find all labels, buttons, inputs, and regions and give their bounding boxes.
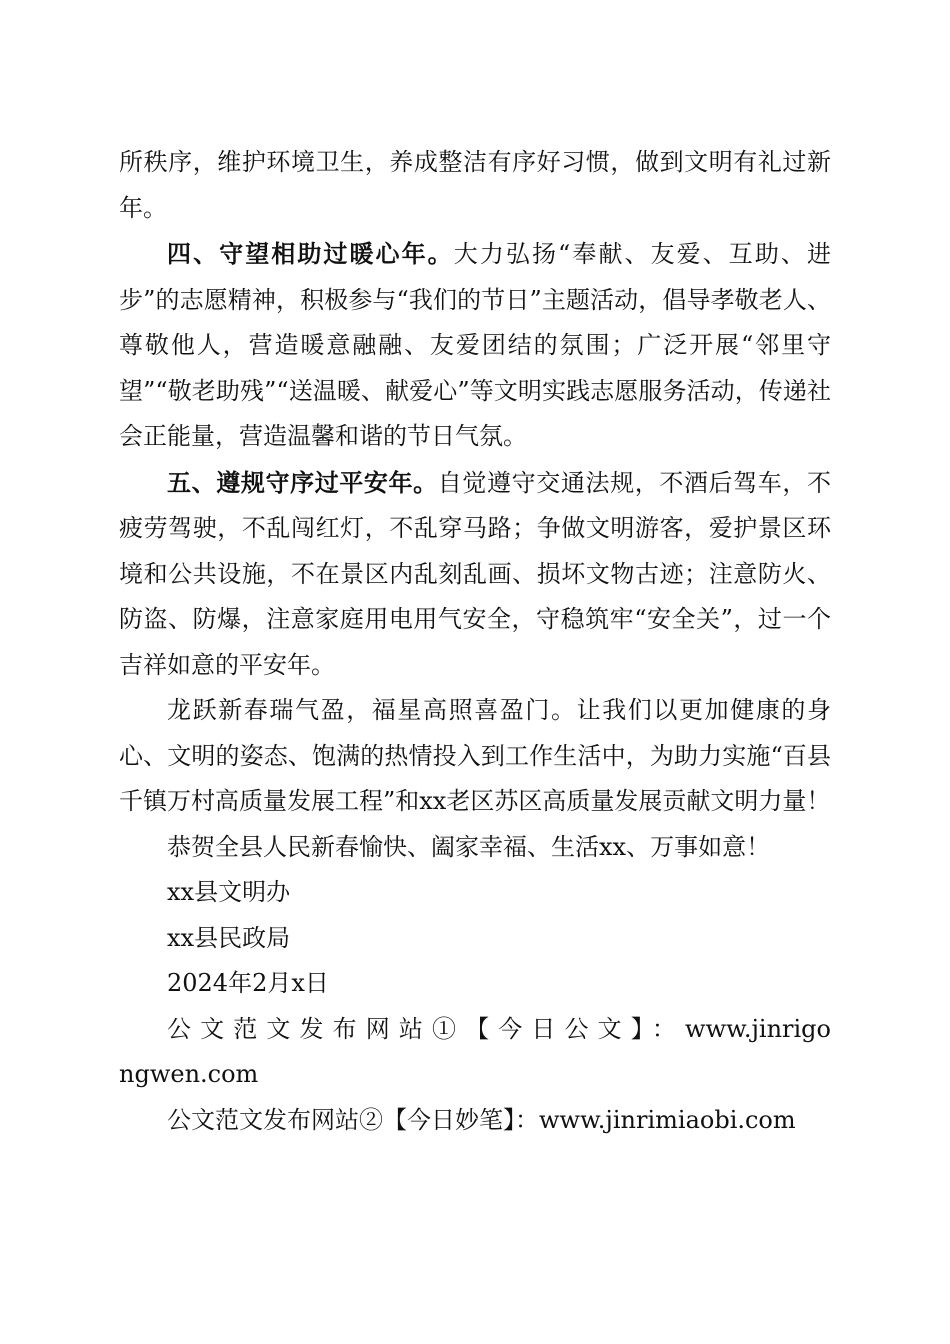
section-5-heading: 五、遵规守序过平安年。 — [167, 467, 438, 497]
greeting-line: 恭贺全县人民新春愉快、阖家幸福、生活xx、万事如意！ — [167, 832, 771, 861]
footer-website-2-label: 公文范文发布网站②【今日妙笔】： — [167, 1105, 539, 1134]
section-5-body: 自觉遵守交通法规，不酒后驾车，不疲劳驾驶，不乱闯红灯，不乱穿马路；争做文明游客，爱护景区环境和公共设施，不在景区内乱刻乱画、损坏文物古迹；注意防火、防盗、防爆，注意家庭用电用气安全，守稳筑牢“安全关”，过一个吉祥如意的平安年。 — [119, 468, 832, 679]
paragraph-continuation: 所秩序，维护环境卫生，养成整洁有序好习惯，做到文明有礼过新年。 — [119, 148, 831, 222]
footer-website-1 — [119, 1007, 831, 1098]
footer-website-2 — [119, 1098, 831, 1144]
section-4-heading: 四、守望相助过暖心年。 — [167, 239, 454, 268]
document-date: 2024年2月x日 — [167, 969, 329, 997]
signatory-civil-affairs-bureau: xx县民政局 — [167, 923, 291, 952]
document-body — [119, 140, 831, 1143]
paragraph-closing: 龙跃新春瑞气盈，福星高照喜盈门。让我们以更加健康的身心、文明的姿态、饱满的热情投入到工作生活中，为助力实施“百县千镇万村高质量发展工程”和xx老区苏区高质量发展贡献文明力量！ — [119, 696, 831, 815]
footer-website-2-url[interactable]: www.jinrimiaobi.com — [539, 1105, 796, 1134]
section-4-body: 大力弘扬“奉献、友爱、互助、进步”的志愿精神，积极参与“我们的节日”主题活动，倡导孝敬老人、尊敬他人，营造暖意融融、友爱团结的氛围；广泛开展“邻里守望”“敬老助残”“送温暖、献爱心”等文明实践志愿服务活动，传递社会正能量，营造温馨和谐的节日气氛。 — [119, 240, 831, 450]
paragraph-section-4 — [119, 231, 831, 460]
signatory-civilization-office: xx县文明办 — [167, 878, 291, 906]
paragraph-section-5 — [119, 460, 831, 689]
footer-website-1-label: 公文范文发布网站①【今日公文】： — [167, 1014, 686, 1043]
footer-website-1-url[interactable]: www.jinrigongwen.com — [119, 1014, 831, 1088]
